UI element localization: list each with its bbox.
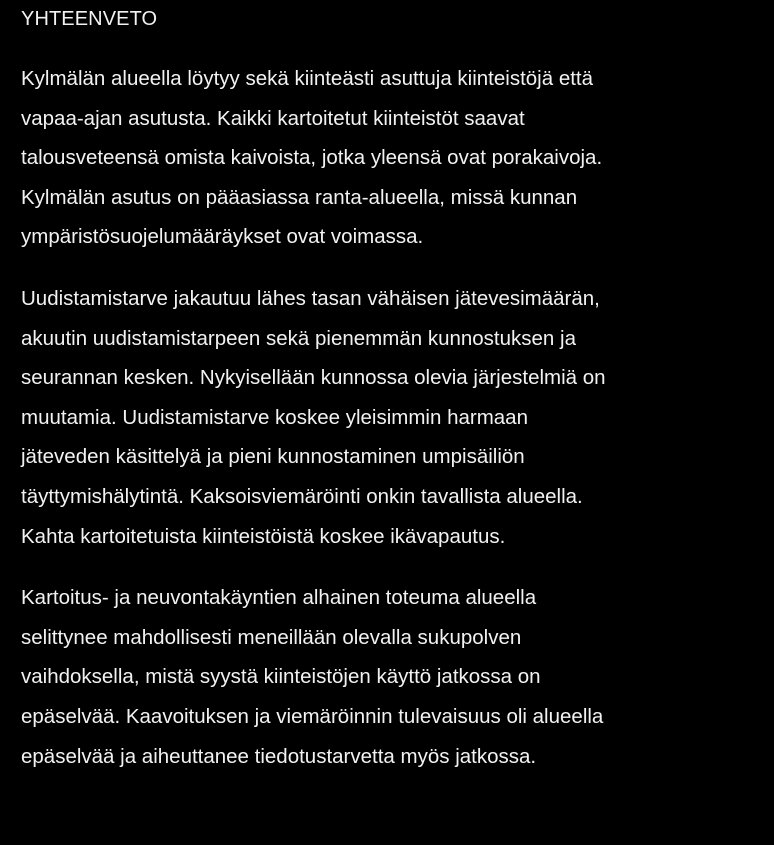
paragraph-line: täyttymishälytintä. Kaksoisviemäröinti onkin tavallista alueella. — [21, 484, 583, 508]
paragraph-line: Kahta kartoitetuista kiinteistöistä koskee ikävapautus. — [21, 524, 506, 548]
paragraph-line: selittynee mahdollisesti meneillään olevalla sukupolven — [21, 625, 522, 649]
paragraph-line: Kylmälän asutus on pääasiassa ranta-alueella, missä kunnan — [21, 185, 578, 209]
paragraph-line: seurannan kesken. Nykyisellään kunnossa olevia järjestelmiä on — [21, 366, 606, 390]
paragraph-line: ympäristösuojelumääräykset ovat voimassa. — [21, 225, 424, 249]
paragraph-line: talousveteensä omista kaivoista, jotka yleensä ovat porakaivoja. — [21, 146, 603, 170]
document-body — [21, 4, 761, 798]
paragraph-1 — [21, 59, 761, 257]
paragraph-line: jäteveden käsittelyä ja pieni kunnostaminen umpisäiliön — [21, 445, 525, 469]
paragraph-line: akuutin uudistamistarpeen sekä pienemmän kunnostuksen ja — [21, 326, 576, 350]
paragraph-line: epäselvää. Kaavoituksen ja viemäröinnin tulevaisuus oli alueella — [21, 704, 604, 728]
paragraph-line: Kylmälän alueella löytyy sekä kiinteästi asuttuja kiinteistöjä että — [21, 67, 594, 90]
section-heading: YHTEENVETO — [21, 8, 158, 30]
paragraph-line: Uudistamistarve jakautuu lähes tasan vähäisen jätevesimäärän, — [21, 286, 600, 310]
paragraph-2 — [21, 279, 761, 556]
paragraph-line: vaihdoksella, mistä syystä kiinteistöjen käyttö jatkossa on — [21, 665, 541, 689]
paragraph-line: muutamia. Uudistamistarve koskee yleisimmin harmaan — [21, 405, 528, 429]
paragraph-line: Kartoitus- ja neuvontakäyntien alhainen toteuma alueella — [21, 586, 537, 610]
paragraph-3 — [21, 578, 761, 776]
paragraph-line: vapaa-ajan asutusta. Kaikki kartoitetut kiinteistöt saavat — [21, 106, 525, 130]
paragraph-line: epäselvää ja aiheuttanee tiedotustarvetta myös jatkossa. — [21, 744, 537, 768]
